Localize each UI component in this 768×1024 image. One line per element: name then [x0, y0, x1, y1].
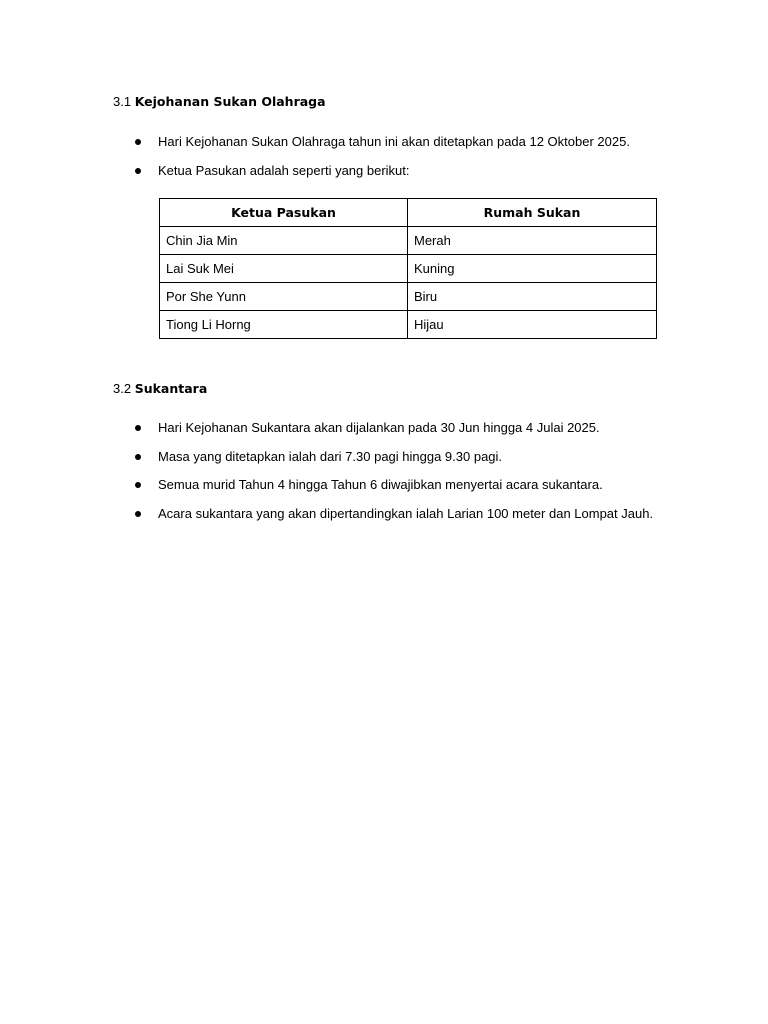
- list-item-text: Acara sukantara yang akan dipertandingkan ialah Larian 100 meter dan Lompat Jauh.: [158, 505, 654, 521]
- team-captain-table: [159, 198, 657, 339]
- column-header-captain: Ketua Pasukan: [160, 199, 408, 227]
- table-cell-captain: Chin Jia Min: [160, 227, 408, 255]
- list-item: [130, 471, 658, 500]
- bullet-icon: [135, 511, 141, 517]
- list-item: [130, 414, 658, 443]
- table-row: [160, 227, 657, 255]
- list-item: [130, 157, 660, 186]
- list-item-text: Hari Kejohanan Sukantara akan dijalankan pada 30 Jun hingga 4 Julai 2025.: [158, 420, 600, 435]
- bullet-icon: [135, 139, 141, 145]
- section-title: Sukantara: [134, 381, 208, 396]
- table-cell-captain: Tiong Li Horng: [160, 311, 408, 339]
- bullet-list-section-3-2: [130, 414, 658, 528]
- table-row: [160, 283, 657, 311]
- list-item: [130, 500, 658, 529]
- list-item-text: Ketua Pasukan adalah seperti yang berikut:: [158, 162, 410, 178]
- table-cell-house: Merah: [408, 227, 657, 255]
- bullet-icon: [135, 482, 141, 488]
- section-heading-3-2: [113, 381, 207, 397]
- column-header-house: Rumah Sukan: [408, 199, 657, 227]
- bullet-icon: [135, 454, 141, 460]
- list-item-text: Hari Kejohanan Sukan Olahraga tahun ini akan ditetapkan pada 12 Oktober 2025.: [158, 134, 630, 149]
- section-number: 3.2: [113, 381, 132, 396]
- table-row: [160, 255, 657, 283]
- table-row: [160, 311, 657, 339]
- section-number: 3.1: [113, 94, 132, 109]
- bullet-icon: [135, 425, 141, 431]
- table-cell-house: Kuning: [408, 255, 657, 283]
- list-item: [130, 128, 660, 157]
- table-cell-captain: Por She Yunn: [160, 283, 408, 311]
- table-cell-house: Hijau: [408, 311, 657, 339]
- section-heading-3-1: [113, 94, 326, 110]
- bullet-list-section-3-1: [130, 128, 660, 185]
- section-title: Kejohanan Sukan Olahraga: [134, 94, 326, 109]
- table-header-row: [160, 199, 657, 227]
- bullet-icon: [135, 168, 141, 174]
- table-cell-house: Biru: [408, 283, 657, 311]
- list-item-text: Semua murid Tahun 4 hingga Tahun 6 diwajibkan menyertai acara sukantara.: [158, 477, 603, 492]
- list-item-text: Masa yang ditetapkan ialah dari 7.30 pagi hingga 9.30 pagi.: [158, 448, 503, 464]
- table-cell-captain: Lai Suk Mei: [160, 255, 408, 283]
- list-item: [130, 443, 658, 472]
